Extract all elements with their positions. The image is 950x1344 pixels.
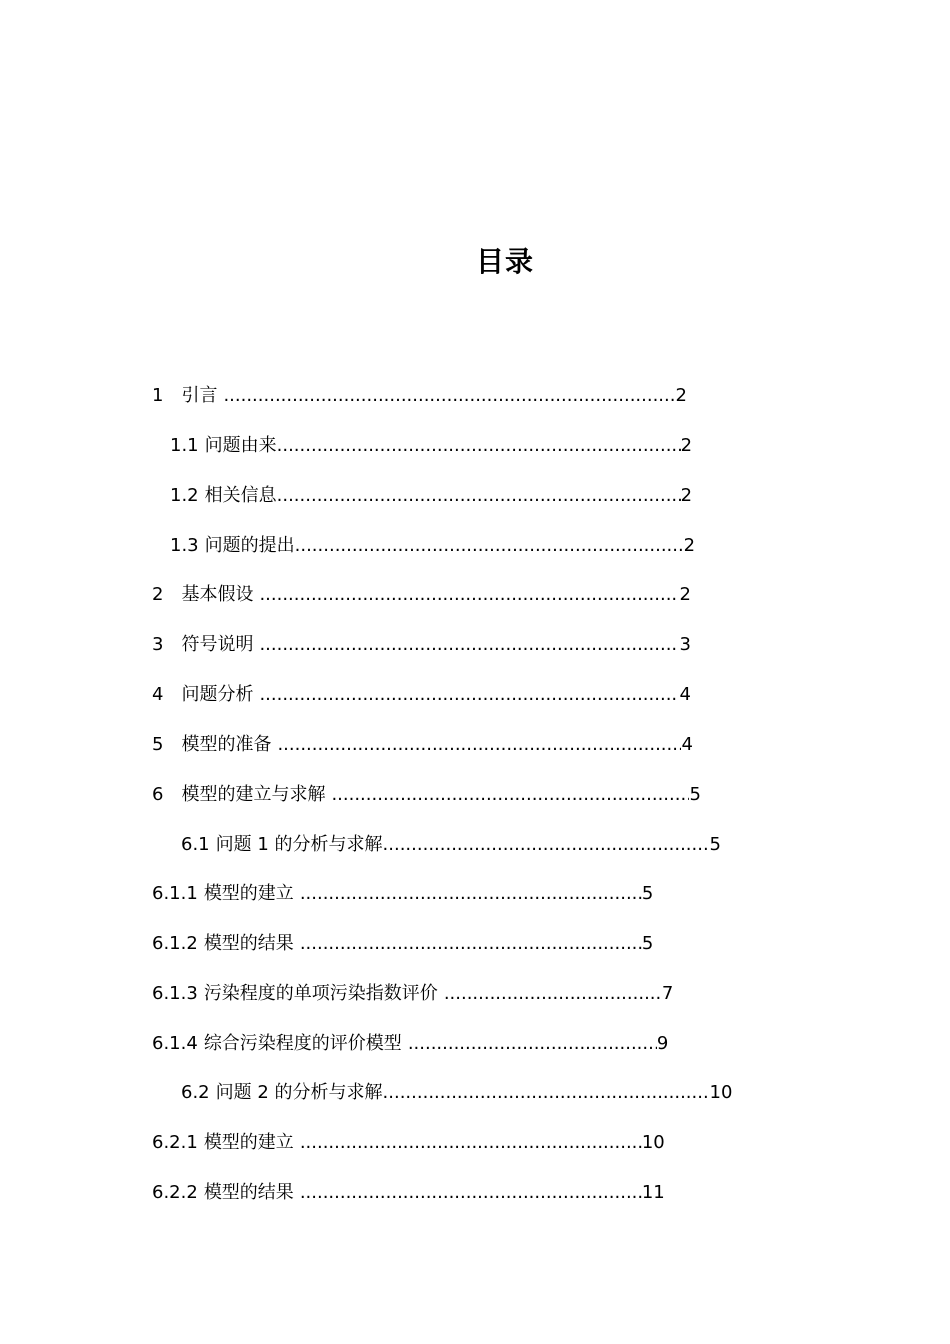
toc-entry-number: 6.1.4: [152, 1033, 198, 1054]
toc-entry[interactable]: [170, 534, 695, 558]
toc-dot-leader: [444, 982, 662, 1006]
toc-dot-leader: [259, 633, 679, 657]
page-title: 目录: [475, 245, 534, 278]
toc-entry[interactable]: [152, 733, 693, 757]
toc-entry-page: 10: [709, 1082, 733, 1103]
toc-entry[interactable]: [152, 633, 691, 657]
toc-entry-title: 问题分析: [181, 684, 254, 705]
toc-entry-title: 基本假设: [181, 584, 254, 605]
toc-entry[interactable]: [152, 384, 687, 408]
toc-entry-page: 10: [641, 1132, 665, 1153]
toc-entry-title: 污染程度的单项污染指数评价: [203, 983, 438, 1004]
toc-entry-title: 模型的结果: [203, 1182, 294, 1203]
toc-dot-leader: [408, 1032, 657, 1056]
toc-entry-page: 2: [675, 385, 687, 406]
toc-dot-leader: [383, 1081, 710, 1105]
toc-entry[interactable]: [152, 1181, 665, 1205]
toc-dot-leader: [259, 683, 679, 707]
toc-entry-page: 5: [709, 834, 721, 855]
toc-entry-page: 2: [680, 435, 693, 456]
toc-dot-leader: [259, 583, 679, 607]
toc-dot-leader: [331, 783, 689, 807]
toc-entry[interactable]: [152, 982, 673, 1006]
toc-entry-page: 2: [679, 584, 691, 605]
toc-entry-number: 6.1.3: [152, 983, 198, 1004]
toc-entry-page: 5: [689, 784, 701, 805]
toc-entry-page: 3: [679, 634, 691, 655]
toc-entry-page: 2: [680, 485, 693, 506]
toc-entry-number: 2: [152, 584, 164, 605]
toc-entry-title: 引言: [181, 385, 218, 406]
toc-entry-title: 综合污染程度的评价模型: [203, 1033, 402, 1054]
toc-entry-title: 问题 1 的分析与求解: [215, 834, 383, 855]
toc-dot-leader: [300, 882, 642, 906]
toc-entry-page: 7: [661, 983, 674, 1004]
toc-entry-page: 4: [681, 734, 693, 755]
toc-entry[interactable]: [152, 783, 701, 807]
toc-entry-number: 1.2: [170, 485, 199, 506]
toc-entry[interactable]: [152, 1032, 668, 1056]
toc-entry-title: 模型的建立: [203, 883, 294, 904]
toc-entry-title: 符号说明: [181, 634, 254, 655]
toc-entry-title: 问题 2 的分析与求解: [215, 1082, 383, 1103]
toc-dot-leader: [300, 932, 642, 956]
toc-entry-page: 4: [679, 684, 691, 705]
toc-dot-leader: [277, 733, 681, 757]
toc-entry-number: 6.2: [181, 1082, 210, 1103]
toc-entry-page: 9: [656, 1033, 669, 1054]
toc-dot-leader: [383, 833, 710, 857]
toc-entry-number: 1: [152, 385, 164, 406]
toc-entry-number: 5: [152, 734, 164, 755]
toc-entry-page: 5: [641, 933, 654, 954]
toc-entry-number: 3: [152, 634, 164, 655]
toc-entry-title: 问题由来: [204, 435, 277, 456]
toc-entry[interactable]: [181, 833, 721, 857]
toc-entry[interactable]: [152, 1131, 665, 1155]
toc-entry-title: 模型的建立: [203, 1132, 294, 1153]
toc-entry-number: 6.1.2: [152, 933, 198, 954]
toc-entry[interactable]: [170, 484, 692, 508]
toc-entry-number: 6.2.1: [152, 1132, 198, 1153]
toc-entry[interactable]: [181, 1081, 732, 1105]
toc-entry-title: 模型的结果: [203, 933, 294, 954]
toc-dot-leader: [295, 534, 684, 558]
toc-entry-page: 5: [641, 883, 654, 904]
toc-entry-number: 4: [152, 684, 164, 705]
toc-entry-title: 模型的建立与求解: [181, 784, 326, 805]
toc-entry-number: 6: [152, 784, 164, 805]
toc-dot-leader: [277, 484, 681, 508]
toc-entry-title: 问题的提出: [204, 535, 295, 556]
toc-entry-title: 模型的准备: [181, 734, 272, 755]
toc-entry-page: 11: [641, 1182, 665, 1203]
toc-entry-number: 6.1: [181, 834, 210, 855]
toc-entry[interactable]: [152, 683, 691, 707]
toc-entry-title: 相关信息: [204, 485, 277, 506]
toc-dot-leader: [223, 384, 675, 408]
toc-dot-leader: [300, 1131, 642, 1155]
toc-entry[interactable]: [170, 434, 692, 458]
toc-entry[interactable]: [152, 882, 653, 906]
toc-entry-number: 1.1: [170, 435, 199, 456]
toc-entry[interactable]: [152, 932, 653, 956]
toc-entry-number: 6.1.1: [152, 883, 198, 904]
toc-entry-number: 6.2.2: [152, 1182, 198, 1203]
toc-entry[interactable]: [152, 583, 691, 607]
toc-entry-number: 1.3: [170, 535, 199, 556]
toc-dot-leader: [300, 1181, 642, 1205]
toc-entry-page: 2: [683, 535, 696, 556]
toc-dot-leader: [277, 434, 681, 458]
